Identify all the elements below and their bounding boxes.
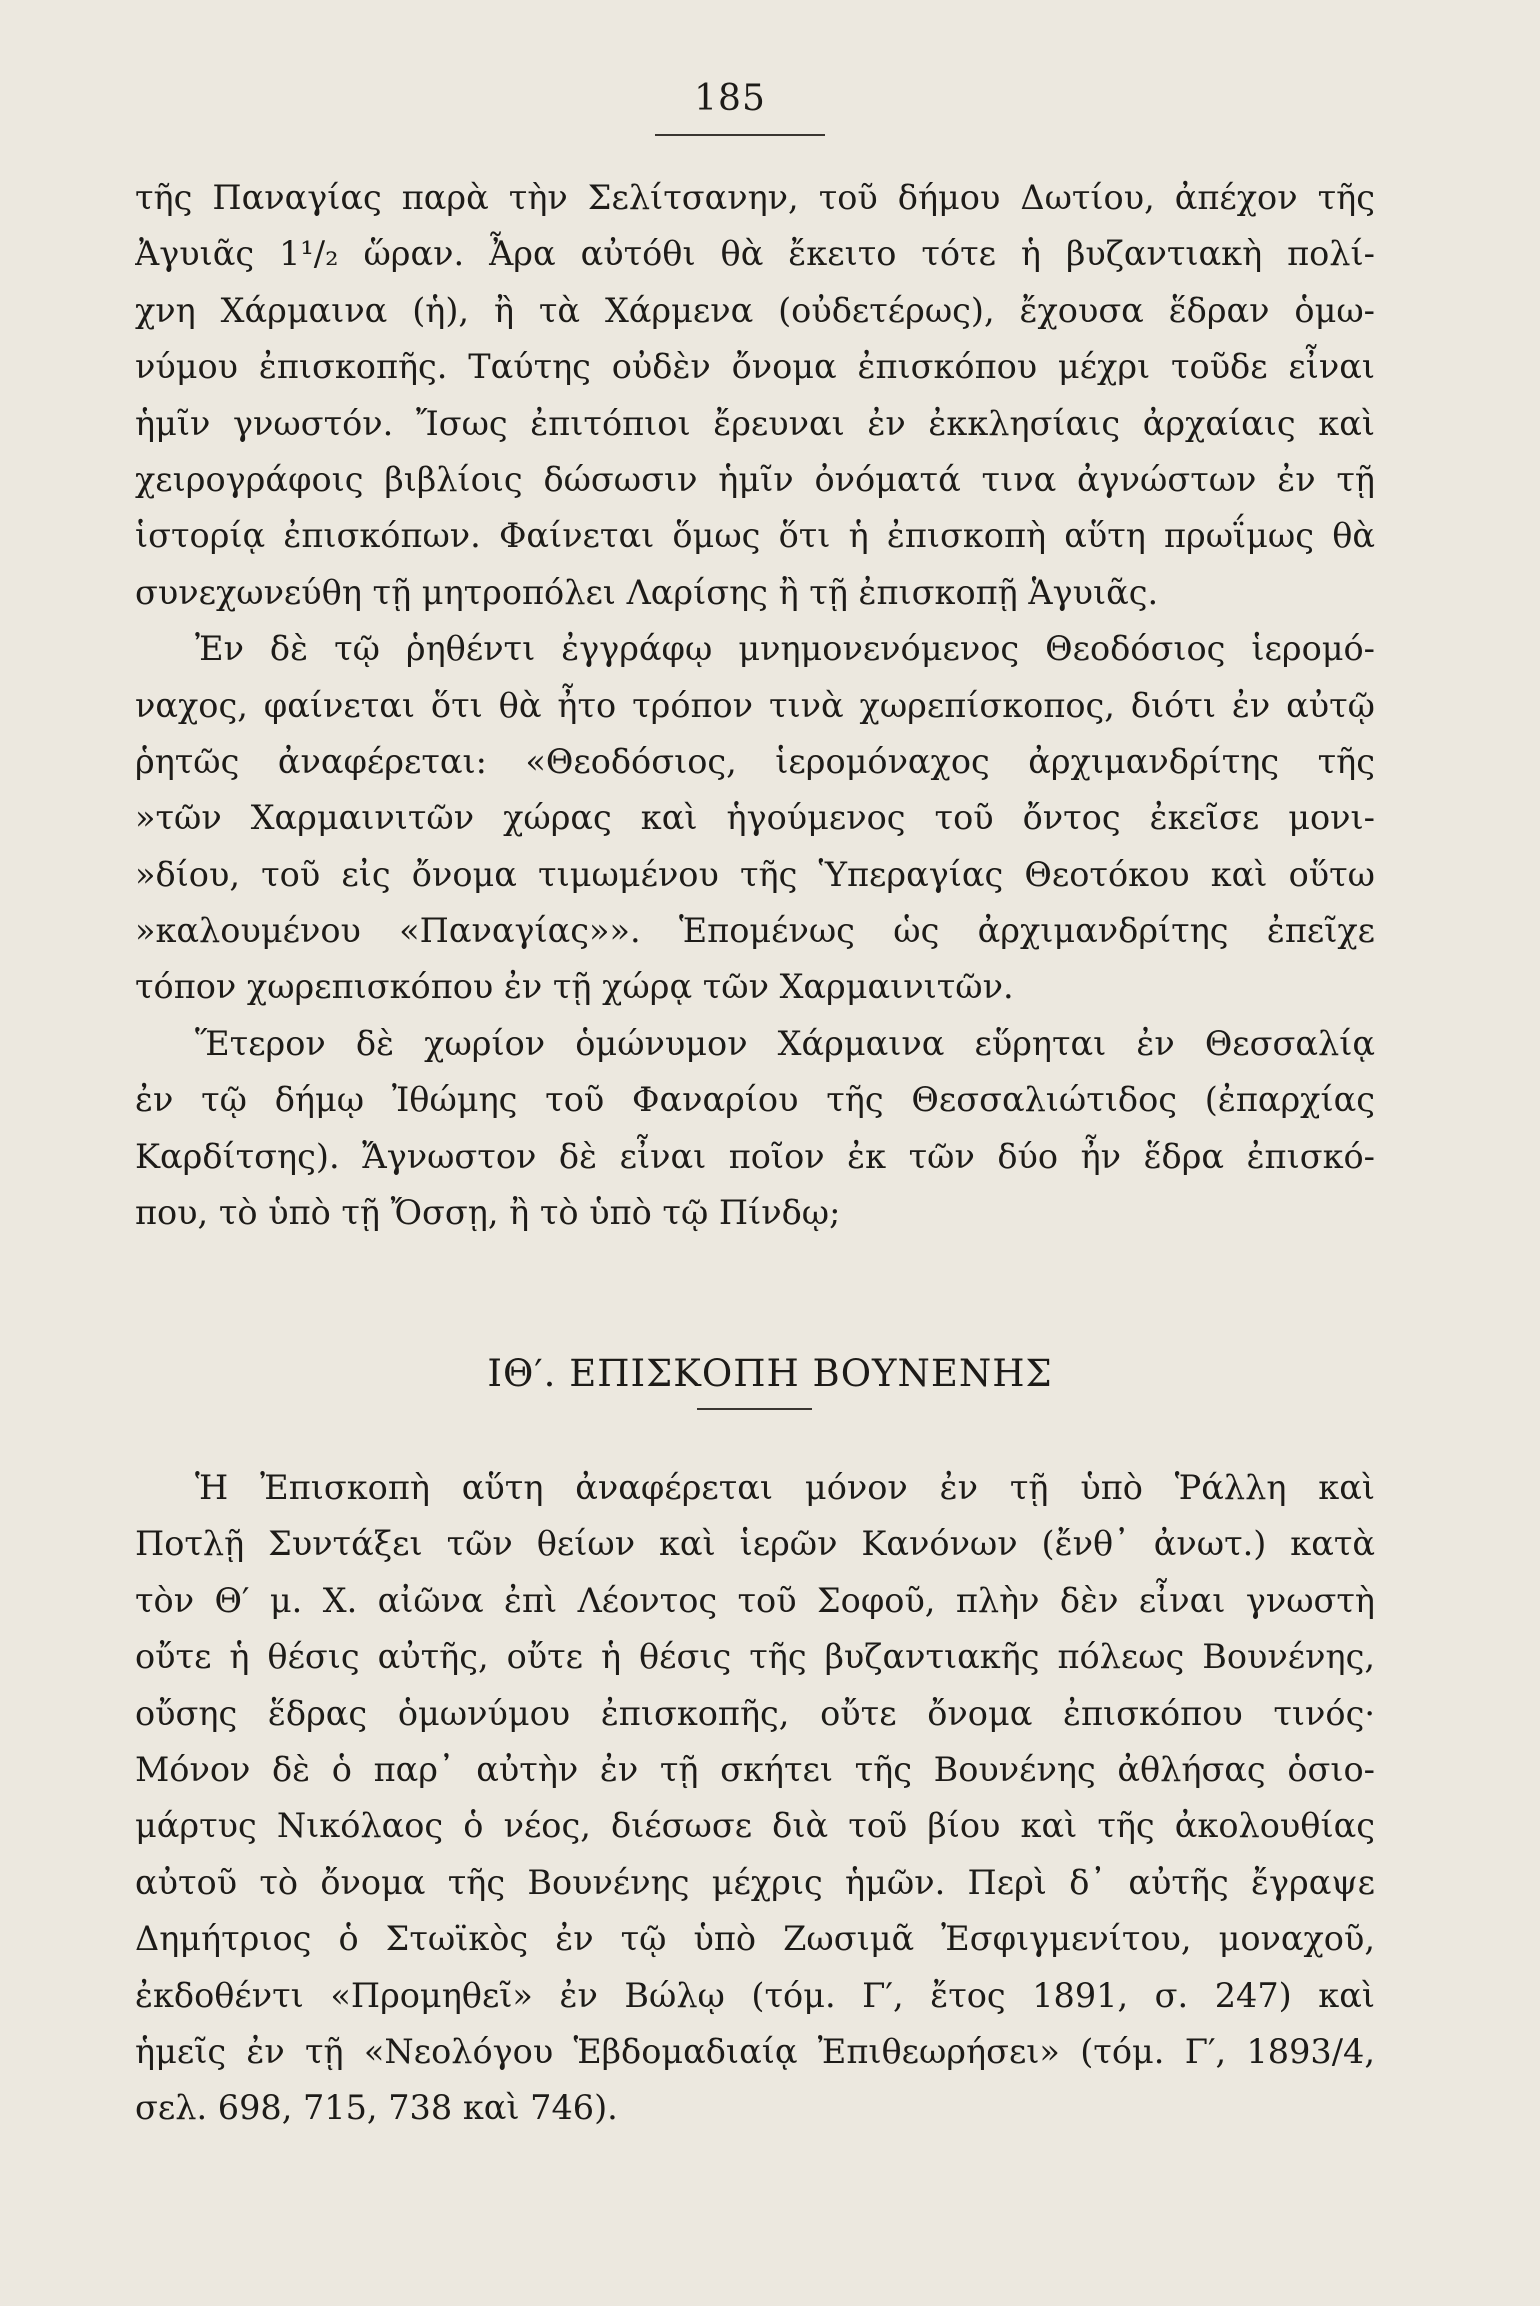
text-line: ἐκδοθέντι «Προμηθεῖ» ἐν Βώλῳ (τόμ. Γ′, ἔτος 1891, σ. 247) καὶ [135, 1975, 1375, 2015]
text-line: τόπον χωρεπισκόπου ἐν τῇ χώρᾳ τῶν Χαρμαινιτῶν. [135, 967, 1014, 1007]
text-line: χειρογράφοις βιβλίοις δώσωσιν ἡμῖν ὀνόματά τινα ἀγνώστων ἐν τῇ [135, 459, 1375, 499]
text-line: συνεχωνεύθη τῇ μητροπόλει Λαρίσης ἢ τῇ ἐπισκοπῇ Ἁγυιᾶς. [135, 572, 1159, 612]
text-line: Ἐν δὲ τῷ ῥηθέντι ἐγγράφῳ μνημονενόμενος Θεοδόσιος ἱερομό- [195, 629, 1375, 669]
text-line: οὔτε ἡ θέσις αὐτῆς, οὔτε ἡ θέσις τῆς βυζαντιακῆς πόλεως Βουνένης, [135, 1637, 1375, 1677]
text-line: νύμου ἐπισκοπῆς. Ταύτης οὐδὲν ὄνομα ἐπισκόπου μέχρι τοῦδε εἶναι [135, 347, 1375, 387]
text-line: τῆς Παναγίας παρὰ τὴν Σελίτσανην, τοῦ δήμου Δωτίου, ἀπέχον τῆς [135, 178, 1375, 217]
text-line: Ἀγυιᾶς 1¹/₂ ὥραν. Ἆρα αὐτόθι θὰ ἔκειτο τότε ἡ βυζαντιακὴ πολί- [135, 234, 1375, 274]
text-line: ναχος, φαίνεται ὅτι θὰ ἦτο τρόπον τινὰ χωρεπίσκοπος, διότι ἐν αὐτῷ [135, 685, 1375, 725]
text-line: Ἡ Ἐπισκοπὴ αὕτη ἀναφέρεται μόνον ἐν τῇ ὑπὸ Ῥάλλη καὶ [195, 1468, 1375, 1507]
section-rule [697, 1408, 812, 1410]
text-line: Μόνον δὲ ὁ παρ᾽ αὐτὴν ἐν τῇ σκήτει τῆς Βουνένης ἀθλήσας ὁσιο- [135, 1749, 1375, 1789]
text-line: »τῶν Χαρμαινιτῶν χώρας καὶ ἡγούμενος τοῦ ὄντος ἐκεῖσε μονι- [135, 798, 1375, 838]
text-line: Δημήτριος ὁ Στωϊκὸς ἐν τῷ ὑπὸ Ζωσιμᾶ Ἐσφιγμενίτου, μοναχοῦ, [135, 1919, 1375, 1959]
text-line: »καλουμένου «Παναγίας»». Ἑπομένως ὡς ἀρχιμανδρίτης ἐπεῖχε [135, 911, 1375, 951]
paragraph-block-upper [135, 170, 1375, 1241]
text-line: μάρτυς Νικόλαος ὁ νέος, διέσωσε διὰ τοῦ βίου καὶ τῆς ἀκολουθίας [135, 1806, 1375, 1846]
text-line: Ἕτερον δὲ χωρίον ὁμώνυμον Χάρμαινα εὕρηται ἐν Θεσσαλίᾳ [195, 1023, 1375, 1063]
paragraph-block-lower [135, 1460, 1375, 2137]
text-line: ἱστορίᾳ ἐπισκόπων. Φαίνεται ὅμως ὅτι ἡ ἐπισκοπὴ αὕτη πρωΐμως θὰ [135, 516, 1375, 556]
text-line: ἡμεῖς ἐν τῇ «Νεολόγου Ἑβδομαδιαίᾳ Ἐπιθεωρήσει» (τόμ. Γ′, 1893/4, [135, 2031, 1375, 2071]
text-line: Καρδίτσης). Ἄγνωστον δὲ εἶναι ποῖον ἐκ τῶν δύο ἦν ἕδρα ἐπισκό- [135, 1136, 1375, 1176]
text-line: οὔσης ἕδρας ὁμωνύμου ἐπισκοπῆς, οὔτε ὄνομα ἐπισκόπου τινός· [135, 1693, 1375, 1733]
page-number-rule [655, 134, 825, 136]
text-line: τὸν Θ′ μ. Χ. αἰῶνα ἐπὶ Λέοντος τοῦ Σοφοῦ, πλὴν δὲν εἶναι γνωστὴ [135, 1580, 1375, 1620]
section-heading: ΙΘ′. ΕΠΙΣΚΟΠΗ ΒΟΥΝΕΝΗΣ [487, 1352, 1053, 1395]
text-line: που, τὸ ὑπὸ τῇ Ὄσσῃ, ἢ τὸ ὑπὸ τῷ Πίνδῳ; [135, 1193, 841, 1233]
text-line: ἐν τῷ δήμῳ Ἰθώμης τοῦ Φαναρίου τῆς Θεσσαλιώτιδος (ἐπαρχίας [135, 1080, 1375, 1120]
page-number: 185 [694, 78, 766, 119]
text-line: σελ. 698, 715, 738 καὶ 746). [135, 2088, 618, 2128]
text-line: ἡμῖν γνωστόν. Ἴσως ἐπιτόπιοι ἔρευναι ἐν ἐκκλησίαις ἀρχαίαις καὶ [135, 403, 1375, 443]
text-line: Ποτλῇ Συντάξει τῶν θείων καὶ ἱερῶν Κανόνων (ἔνθ᾽ ἀνωτ.) κατὰ [135, 1524, 1375, 1564]
text-line: »δίου, τοῦ εἰς ὄνομα τιμωμένου τῆς Ὑπεραγίας Θεοτόκου καὶ οὕτω [135, 854, 1375, 894]
text-line: αὐτοῦ τὸ ὄνομα τῆς Βουνένης μέχρις ἡμῶν. Περὶ δ᾽ αὐτῆς ἔγραψε [135, 1862, 1375, 1902]
text-line: ῥητῶς ἀναφέρεται: «Θεοδόσιος, ἱερομόναχος ἀρχιμανδρίτης τῆς [135, 741, 1375, 781]
text-line: χνη Χάρμαινα (ἡ), ἢ τὰ Χάρμενα (οὐδετέρως), ἔχουσα ἕδραν ὁμω- [135, 290, 1375, 330]
